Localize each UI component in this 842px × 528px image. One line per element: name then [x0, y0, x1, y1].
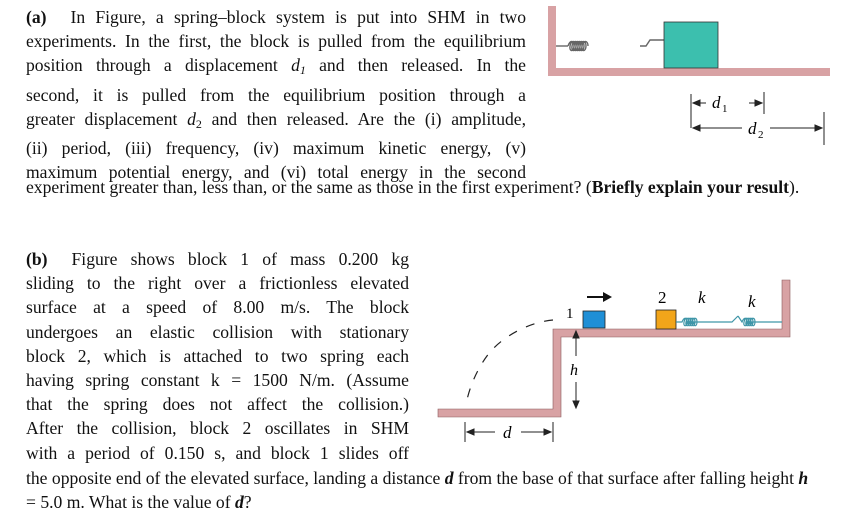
explain-instruction: Briefly explain your result: [591, 177, 790, 197]
d-symbol: d: [444, 468, 454, 488]
part-b-line-7: that the spring does not affect the collision.): [26, 394, 409, 415]
part-b-line-6: having spring constant k = 1500 N/m. (Assume: [26, 370, 409, 391]
part-a-continuation: experiment greater than, less than, or the same as those in the first experiment? (Briefly explain your result).: [26, 177, 800, 197]
d2-sub-label: 2: [758, 129, 764, 141]
part-b-line-5: block 2, which is attached to two spring each: [26, 345, 409, 366]
part-a-line-2: experiments. In the first, the block is pulled from the equilibrium: [26, 31, 526, 52]
velocity-arrow: [587, 292, 612, 302]
d1-label: d: [712, 93, 721, 112]
part-a-tag: (a): [26, 7, 47, 27]
figure-b-surface: [438, 280, 790, 417]
k-label-1: k: [698, 288, 706, 307]
h-symbol: h: [798, 468, 809, 488]
part-a-line-4: second, it is pulled from the equilibrium position through a: [26, 84, 526, 105]
d-symbol-2: d: [234, 492, 244, 513]
part-b-line-3: surface at a speed of 8.00 m/s. The block: [26, 297, 409, 318]
part-b-line-8: After the collision, block 2 oscillates in SHM: [26, 418, 409, 439]
part-b-line-2: sliding to the right over a frictionless elevated: [26, 273, 409, 294]
figure-b-trajectory: [466, 320, 553, 404]
block-1-label: 1: [566, 306, 574, 322]
block-2: [656, 310, 676, 329]
part-b-tag: (b): [26, 249, 48, 269]
k-label-2: k: [748, 292, 756, 311]
block-2-label: 2: [658, 288, 667, 307]
figure-b-springs: [676, 316, 782, 326]
h-label: h: [570, 362, 578, 379]
d1-sub-label: 1: [722, 103, 728, 115]
part-a-line-1: (a) In Figure, a spring–block system is put into SHM in two: [26, 7, 526, 27]
block-1: [583, 311, 605, 328]
d1-symbol: d: [291, 55, 300, 76]
part-a-line-3: position through a displacement d1 and then released. In the: [26, 55, 526, 78]
d2-label: d: [748, 119, 757, 138]
d2-symbol: d: [187, 108, 196, 129]
part-a-line-5: greater displacement d2 and then released. Are the (i) amplitude,: [26, 108, 526, 131]
part-b-continuation: the opposite end of the elevated surface, landing a distance d from the base of that surface after falling height h = 5.0 m. What is the value of d?: [26, 468, 809, 513]
part-a-line-7: maximum potential energy, and (vi) total energy in the second: [26, 162, 526, 183]
d-label: d: [503, 423, 512, 442]
part-b-line-4: undergoes an elastic collision with stationary: [26, 321, 409, 342]
part-b-line-1: (b) Figure shows block 1 of mass 0.200 kg: [26, 249, 409, 269]
part-a-line-6: (ii) period, (iii) frequency, (iv) maximum kinetic energy, (v): [26, 138, 526, 159]
part-b-line-9: with a period of 0.150 s, and block 1 slides off: [26, 442, 409, 463]
